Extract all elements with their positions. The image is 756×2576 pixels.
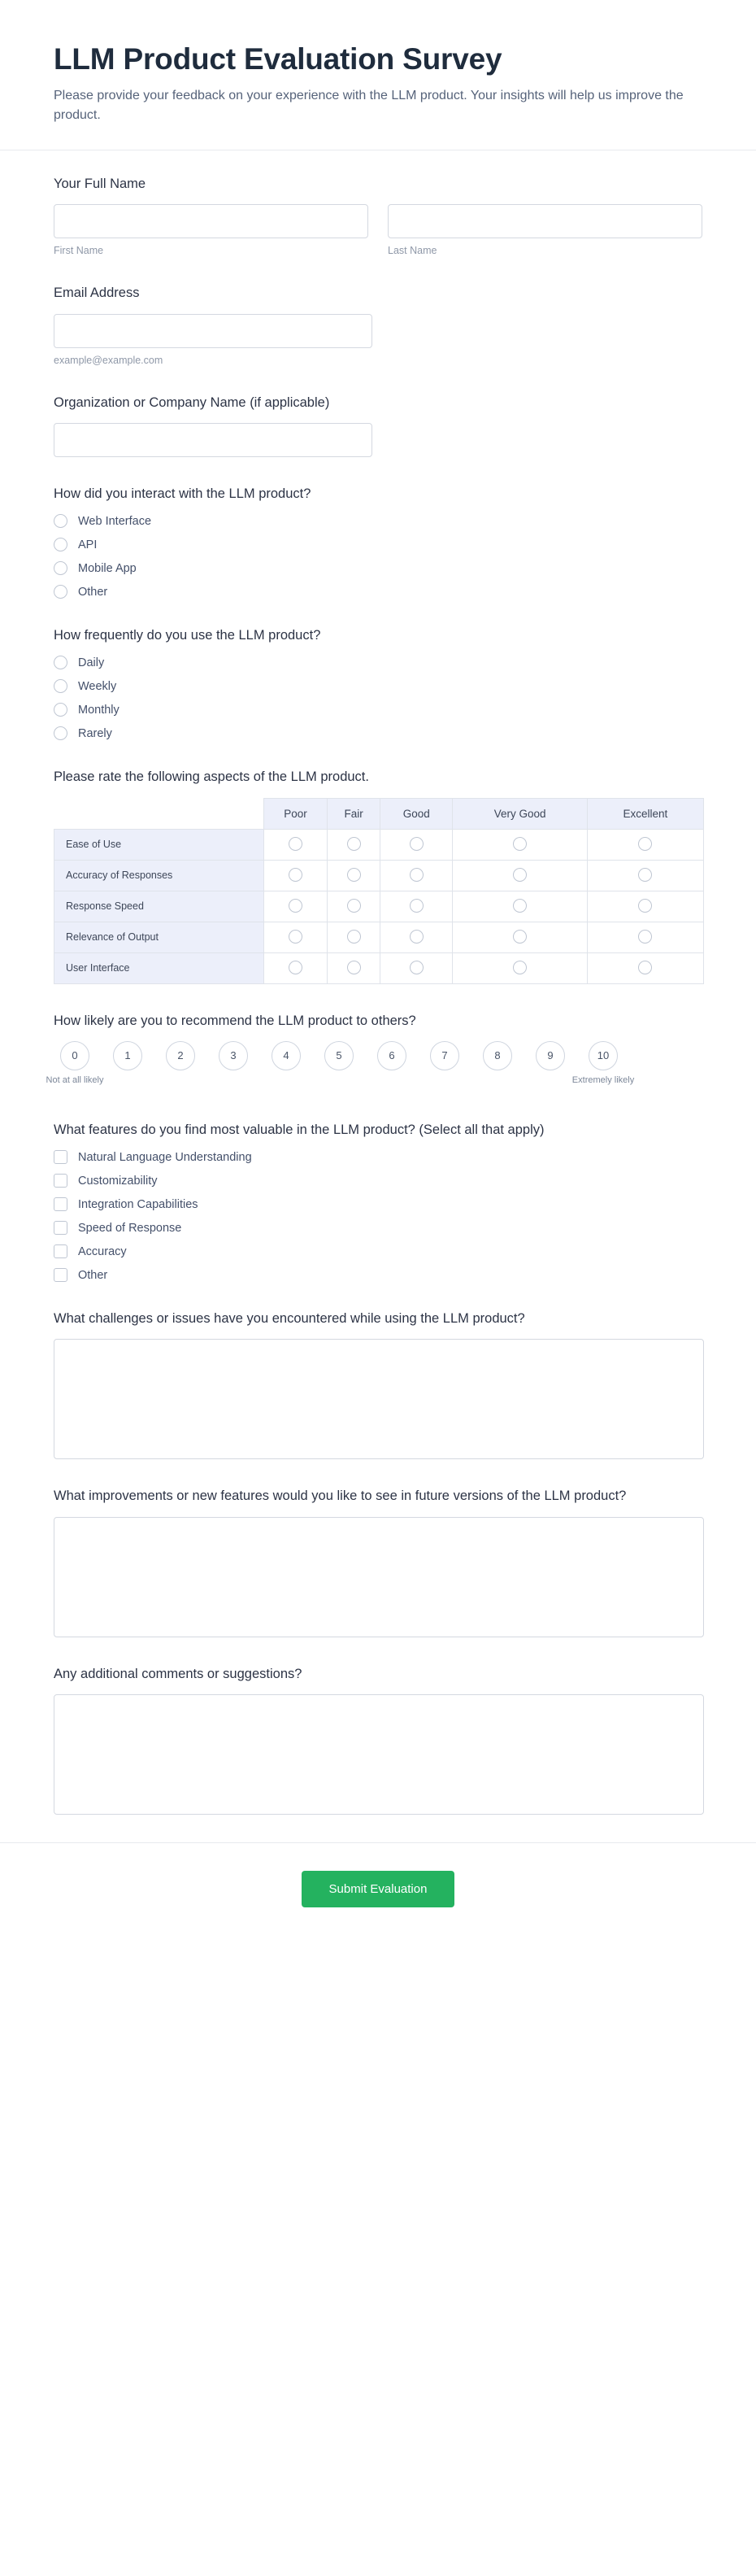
radio-option-other[interactable] (54, 585, 702, 599)
option-label: Weekly (78, 679, 117, 693)
matrix-cell[interactable] (587, 952, 703, 983)
radio-circle-icon[interactable] (513, 930, 527, 944)
comments-label: Any additional comments or suggestions? (54, 1666, 302, 1681)
checkbox-option-natural-language-understanding[interactable] (54, 1150, 702, 1164)
matrix-cell[interactable] (587, 922, 703, 952)
nps-scale (46, 1041, 704, 1085)
organization-label: Organization or Company Name (if applicable) (54, 394, 330, 410)
matrix-cell[interactable] (380, 952, 453, 983)
matrix-label: Please rate the following aspects of the LLM product. (54, 769, 369, 785)
checkbox-icon[interactable] (54, 1244, 67, 1258)
nps-value[interactable]: 5 (324, 1041, 354, 1070)
nps-option-1[interactable] (106, 1041, 149, 1085)
table-row (54, 829, 704, 860)
matrix-cell[interactable] (328, 891, 380, 922)
matrix-cell[interactable] (453, 860, 587, 891)
nps-option-7[interactable] (424, 1041, 466, 1085)
matrix-cell[interactable] (264, 829, 328, 860)
field-rating-matrix (54, 768, 702, 983)
matrix-cell[interactable] (264, 922, 328, 952)
field-challenges (54, 1310, 702, 1459)
option-label: Other (78, 585, 108, 599)
matrix-cell[interactable] (587, 860, 703, 891)
nps-high-caption: Extremely likely (571, 1074, 635, 1085)
matrix-header-row (54, 798, 704, 829)
radio-circle-icon[interactable] (54, 656, 67, 669)
matrix-cell[interactable] (587, 829, 703, 860)
option-label: Accuracy (78, 1244, 127, 1258)
field-features (54, 1121, 702, 1282)
radio-circle-icon[interactable] (513, 899, 527, 913)
improvements-textarea[interactable] (54, 1517, 704, 1637)
option-label: Other (78, 1268, 108, 1282)
radio-option-web-interface[interactable] (54, 514, 702, 528)
radio-circle-icon[interactable] (347, 899, 361, 913)
matrix-cell[interactable] (264, 891, 328, 922)
matrix-cell[interactable] (380, 891, 453, 922)
email-sublabel: example@example.com (54, 354, 163, 366)
checkbox-icon[interactable] (54, 1197, 67, 1211)
checkbox-icon[interactable] (54, 1268, 67, 1282)
rating-matrix-table (54, 798, 704, 984)
first-name-group (54, 204, 368, 256)
nps-option-3[interactable] (212, 1041, 254, 1085)
radio-circle-icon[interactable] (638, 961, 652, 974)
radio-circle-icon[interactable] (54, 538, 67, 551)
checkbox-icon[interactable] (54, 1221, 67, 1235)
radio-circle-icon[interactable] (54, 585, 67, 599)
form-footer (0, 1842, 756, 1940)
matrix-cell[interactable] (380, 829, 453, 860)
checkbox-icon[interactable] (54, 1150, 67, 1164)
radio-circle-icon[interactable] (513, 961, 527, 974)
radio-option-weekly[interactable] (54, 679, 702, 693)
radio-circle-icon[interactable] (347, 930, 361, 944)
form-header (0, 0, 756, 150)
email-field[interactable] (54, 314, 372, 348)
radio-option-api[interactable] (54, 538, 702, 551)
field-organization (54, 394, 702, 457)
checkbox-option-customizability[interactable] (54, 1174, 702, 1188)
radio-circle-icon[interactable] (410, 899, 424, 913)
last-name-sublabel: Last Name (388, 245, 437, 257)
first-name-input[interactable] (54, 204, 368, 238)
radio-circle-icon[interactable] (638, 868, 652, 882)
table-row (54, 952, 704, 983)
radio-circle-icon[interactable] (54, 703, 67, 717)
checkbox-option-other[interactable] (54, 1268, 702, 1282)
table-row (54, 922, 704, 952)
full-name-label: Your Full Name (54, 177, 146, 191)
radio-circle-icon[interactable] (410, 961, 424, 974)
table-row (54, 860, 704, 891)
radio-circle-icon[interactable] (289, 930, 302, 944)
nps-option-10[interactable] (571, 1041, 635, 1085)
matrix-cell[interactable] (453, 891, 587, 922)
radio-circle-icon[interactable] (289, 837, 302, 851)
matrix-cell[interactable] (328, 952, 380, 983)
radio-circle-icon[interactable] (410, 930, 424, 944)
field-comments (54, 1665, 702, 1815)
organization-input[interactable] (54, 423, 372, 457)
field-interaction (54, 485, 702, 599)
nps-option-8[interactable] (476, 1041, 519, 1085)
improvements-label: What improvements or new features would you like to see in future versions of the LLM product? (54, 1489, 627, 1504)
checkbox-icon[interactable] (54, 1174, 67, 1188)
radio-option-rarely[interactable] (54, 726, 702, 740)
option-label: Customizability (78, 1174, 158, 1188)
checkbox-option-accuracy[interactable] (54, 1244, 702, 1258)
matrix-cell[interactable] (453, 829, 587, 860)
comments-textarea[interactable] (54, 1694, 704, 1815)
interaction-label: How did you interact with the LLM product? (54, 486, 311, 501)
field-full-name (54, 175, 702, 256)
matrix-cell[interactable] (453, 952, 587, 983)
radio-circle-icon[interactable] (513, 837, 527, 851)
first-name-sublabel: First Name (54, 245, 104, 257)
matrix-row-ease-of-use: Ease of Use (54, 829, 264, 860)
nps-low-caption: Not at all likely (46, 1074, 104, 1085)
radio-circle-icon[interactable] (410, 837, 424, 851)
email-label: Email Address (54, 285, 140, 301)
option-label: Mobile App (78, 561, 137, 575)
option-label: Monthly (78, 703, 119, 717)
radio-circle-icon[interactable] (54, 679, 67, 693)
matrix-cell[interactable] (453, 922, 587, 952)
radio-circle-icon[interactable] (513, 868, 527, 882)
option-label: Speed of Response (78, 1221, 182, 1235)
radio-circle-icon[interactable] (289, 961, 302, 974)
field-frequency (54, 626, 702, 740)
checkbox-option-speed-of-response[interactable] (54, 1221, 702, 1235)
matrix-cell[interactable] (380, 860, 453, 891)
matrix-col-very-good: Very Good (453, 798, 587, 829)
option-label: Rarely (78, 726, 112, 740)
nps-value[interactable]: 9 (536, 1041, 565, 1070)
nps-value[interactable]: 7 (430, 1041, 459, 1070)
radio-circle-icon[interactable] (289, 899, 302, 913)
table-row (54, 891, 704, 922)
field-nps (46, 1012, 702, 1085)
submit-button[interactable]: Submit Evaluation (302, 1871, 455, 1907)
option-label: API (78, 538, 98, 551)
option-label: Integration Capabilities (78, 1197, 198, 1211)
challenges-label: What challenges or issues have you encountered while using the LLM product? (54, 1311, 525, 1327)
radio-option-daily[interactable] (54, 656, 702, 669)
features-label: What features do you find most valuable in the LLM product? (Select all that apply) (54, 1122, 545, 1137)
radio-option-monthly[interactable] (54, 703, 702, 717)
matrix-cell[interactable] (328, 922, 380, 952)
option-label: Web Interface (78, 514, 152, 528)
matrix-cell[interactable] (328, 829, 380, 860)
page-title: LLM Product Evaluation Survey (54, 42, 502, 76)
last-name-input[interactable] (388, 204, 702, 238)
frequency-label: How frequently do you use the LLM product? (54, 628, 321, 643)
nps-value[interactable]: 3 (219, 1041, 248, 1070)
last-name-group (388, 204, 702, 256)
matrix-col-poor: Poor (264, 798, 328, 829)
matrix-cell[interactable] (328, 860, 380, 891)
matrix-row-relevance-of-output: Relevance of Output (54, 922, 264, 952)
nps-value[interactable]: 1 (113, 1041, 142, 1070)
nps-value[interactable]: 6 (377, 1041, 406, 1070)
checkbox-option-integration-capabilities[interactable] (54, 1197, 702, 1211)
nps-value[interactable]: 8 (483, 1041, 512, 1070)
option-label: Natural Language Understanding (78, 1150, 252, 1164)
matrix-row-accuracy-of-responses: Accuracy of Responses (54, 860, 264, 891)
radio-circle-icon[interactable] (54, 726, 67, 740)
matrix-cell[interactable] (380, 922, 453, 952)
challenges-textarea[interactable] (54, 1339, 704, 1459)
radio-circle-icon[interactable] (289, 868, 302, 882)
matrix-cell[interactable] (587, 891, 703, 922)
nps-option-9[interactable] (529, 1041, 571, 1085)
nps-value[interactable]: 2 (166, 1041, 195, 1070)
radio-circle-icon[interactable] (638, 837, 652, 851)
page-subtitle: Please provide your feedback on your experience with the LLM product. Your insights will help us improve the product. (54, 89, 684, 122)
matrix-col-fair: Fair (328, 798, 380, 829)
field-improvements (54, 1487, 702, 1637)
nps-option-2[interactable] (159, 1041, 202, 1085)
radio-circle-icon[interactable] (638, 899, 652, 913)
nps-label: How likely are you to recommend the LLM product to others? (54, 1013, 416, 1028)
matrix-corner-cell (54, 798, 264, 829)
radio-circle-icon[interactable] (410, 868, 424, 882)
matrix-row-user-interface: User Interface (54, 952, 264, 983)
radio-option-mobile-app[interactable] (54, 561, 702, 575)
nps-option-5[interactable] (318, 1041, 360, 1085)
nps-option-0[interactable] (46, 1041, 104, 1085)
nps-value[interactable]: 10 (589, 1041, 618, 1070)
nps-value[interactable]: 4 (272, 1041, 301, 1070)
nps-option-4[interactable] (265, 1041, 307, 1085)
matrix-cell[interactable] (264, 952, 328, 983)
radio-circle-icon[interactable] (54, 514, 67, 528)
radio-circle-icon[interactable] (54, 561, 67, 575)
matrix-col-good: Good (380, 798, 453, 829)
matrix-cell[interactable] (264, 860, 328, 891)
radio-circle-icon[interactable] (347, 868, 361, 882)
nps-value[interactable]: 0 (60, 1041, 89, 1070)
option-label: Daily (78, 656, 105, 669)
matrix-col-excellent: Excellent (587, 798, 703, 829)
nps-option-6[interactable] (371, 1041, 413, 1085)
radio-circle-icon[interactable] (638, 930, 652, 944)
field-email (54, 284, 702, 365)
form-body (0, 150, 756, 1815)
radio-circle-icon[interactable] (347, 837, 361, 851)
matrix-row-response-speed: Response Speed (54, 891, 264, 922)
radio-circle-icon[interactable] (347, 961, 361, 974)
